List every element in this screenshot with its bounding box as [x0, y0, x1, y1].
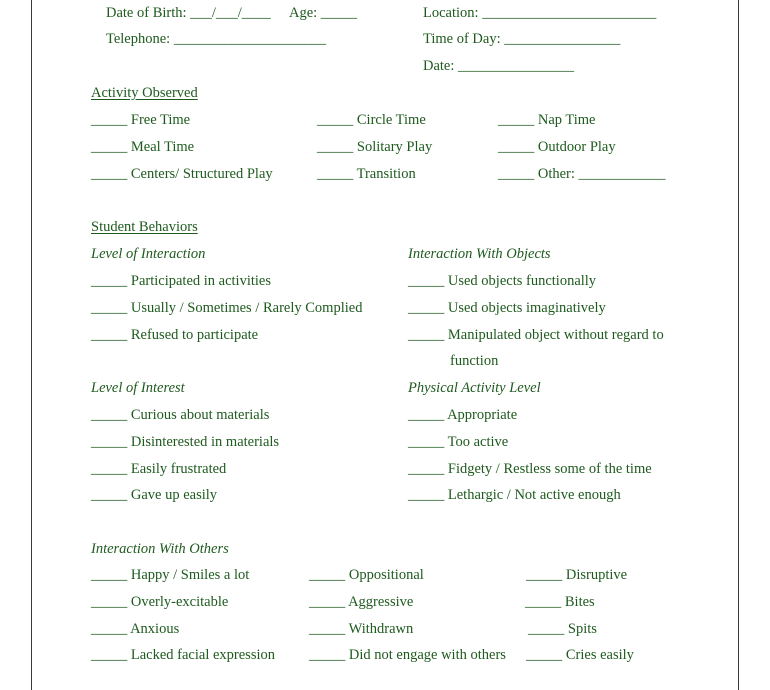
interaction-with-objects-heading: Interaction With Objects: [408, 246, 551, 262]
location-field[interactable]: Location: ________________________: [423, 5, 657, 21]
others-overly-excitable[interactable]: _____ Overly-excitable: [91, 594, 229, 610]
interaction-participated[interactable]: _____ Participated in activities: [91, 273, 271, 289]
interest-gave-up[interactable]: _____ Gave up easily: [91, 487, 218, 503]
date-of-birth-field[interactable]: Date of Birth: ___/___/____: [106, 5, 271, 21]
others-happy[interactable]: _____ Happy / Smiles a lot: [91, 567, 250, 583]
physical-too-active[interactable]: _____ Too active: [408, 434, 509, 450]
telephone-field[interactable]: Telephone: _____________________: [106, 31, 327, 47]
interest-disinterested[interactable]: _____ Disinterested in materials: [91, 434, 280, 450]
activity-transition[interactable]: _____ Transition: [317, 166, 416, 182]
interest-curious[interactable]: _____ Curious about materials: [91, 407, 270, 423]
interaction-refused[interactable]: _____ Refused to participate: [91, 327, 259, 343]
date-field[interactable]: Date: ________________: [423, 58, 575, 74]
physical-fidgety[interactable]: _____ Fidgety / Restless some of the time: [408, 461, 652, 477]
activity-centers-structured-play[interactable]: _____ Centers/ Structured Play: [91, 166, 273, 182]
activity-nap-time[interactable]: _____ Nap Time: [498, 112, 596, 128]
objects-functionally[interactable]: _____ Used objects functionally: [408, 273, 597, 289]
activity-meal-time[interactable]: _____ Meal Time: [91, 139, 195, 155]
others-spits[interactable]: _____ Spits: [528, 621, 597, 637]
form-page: [31, 0, 739, 690]
objects-manipulated[interactable]: _____ Manipulated object without regard to: [408, 327, 664, 343]
interest-frustrated[interactable]: _____ Easily frustrated: [91, 461, 227, 477]
interaction-complied[interactable]: _____ Usually / Sometimes / Rarely Complied: [91, 300, 363, 316]
time-of-day-field[interactable]: Time of Day: ________________: [423, 31, 621, 47]
objects-manipulated-continued: function: [450, 353, 499, 369]
activity-solitary-play[interactable]: _____ Solitary Play: [317, 139, 433, 155]
others-withdrawn[interactable]: _____ Withdrawn: [309, 621, 414, 637]
interaction-with-others-heading: Interaction With Others: [91, 541, 229, 557]
others-aggressive[interactable]: _____ Aggressive: [309, 594, 414, 610]
physical-appropriate[interactable]: _____ Appropriate: [408, 407, 518, 423]
physical-activity-level-heading: Physical Activity Level: [408, 380, 541, 396]
others-disruptive[interactable]: _____ Disruptive: [526, 567, 628, 583]
level-of-interest-heading: Level of Interest: [91, 380, 185, 396]
activity-observed-title: Activity Observed: [91, 85, 198, 101]
student-behaviors-title: Student Behaviors: [91, 219, 198, 235]
others-oppositional[interactable]: _____ Oppositional: [309, 567, 424, 583]
age-field[interactable]: Age: _____: [289, 5, 358, 21]
physical-lethargic[interactable]: _____ Lethargic / Not active enough: [408, 487, 621, 503]
others-cries-easily[interactable]: _____ Cries easily: [526, 647, 634, 663]
activity-other[interactable]: _____ Other: ____________: [498, 166, 666, 182]
level-of-interaction-heading: Level of Interaction: [91, 246, 206, 262]
activity-outdoor-play[interactable]: _____ Outdoor Play: [498, 139, 616, 155]
objects-imaginatively[interactable]: _____ Used objects imaginatively: [408, 300, 606, 316]
others-anxious[interactable]: _____ Anxious: [91, 621, 180, 637]
activity-circle-time[interactable]: _____ Circle Time: [317, 112, 426, 128]
others-did-not-engage[interactable]: _____ Did not engage with others: [309, 647, 506, 663]
activity-free-time[interactable]: _____ Free Time: [91, 112, 191, 128]
others-lacked-facial-expression[interactable]: _____ Lacked facial expression: [91, 647, 275, 663]
others-bites[interactable]: _____ Bites: [525, 594, 595, 610]
